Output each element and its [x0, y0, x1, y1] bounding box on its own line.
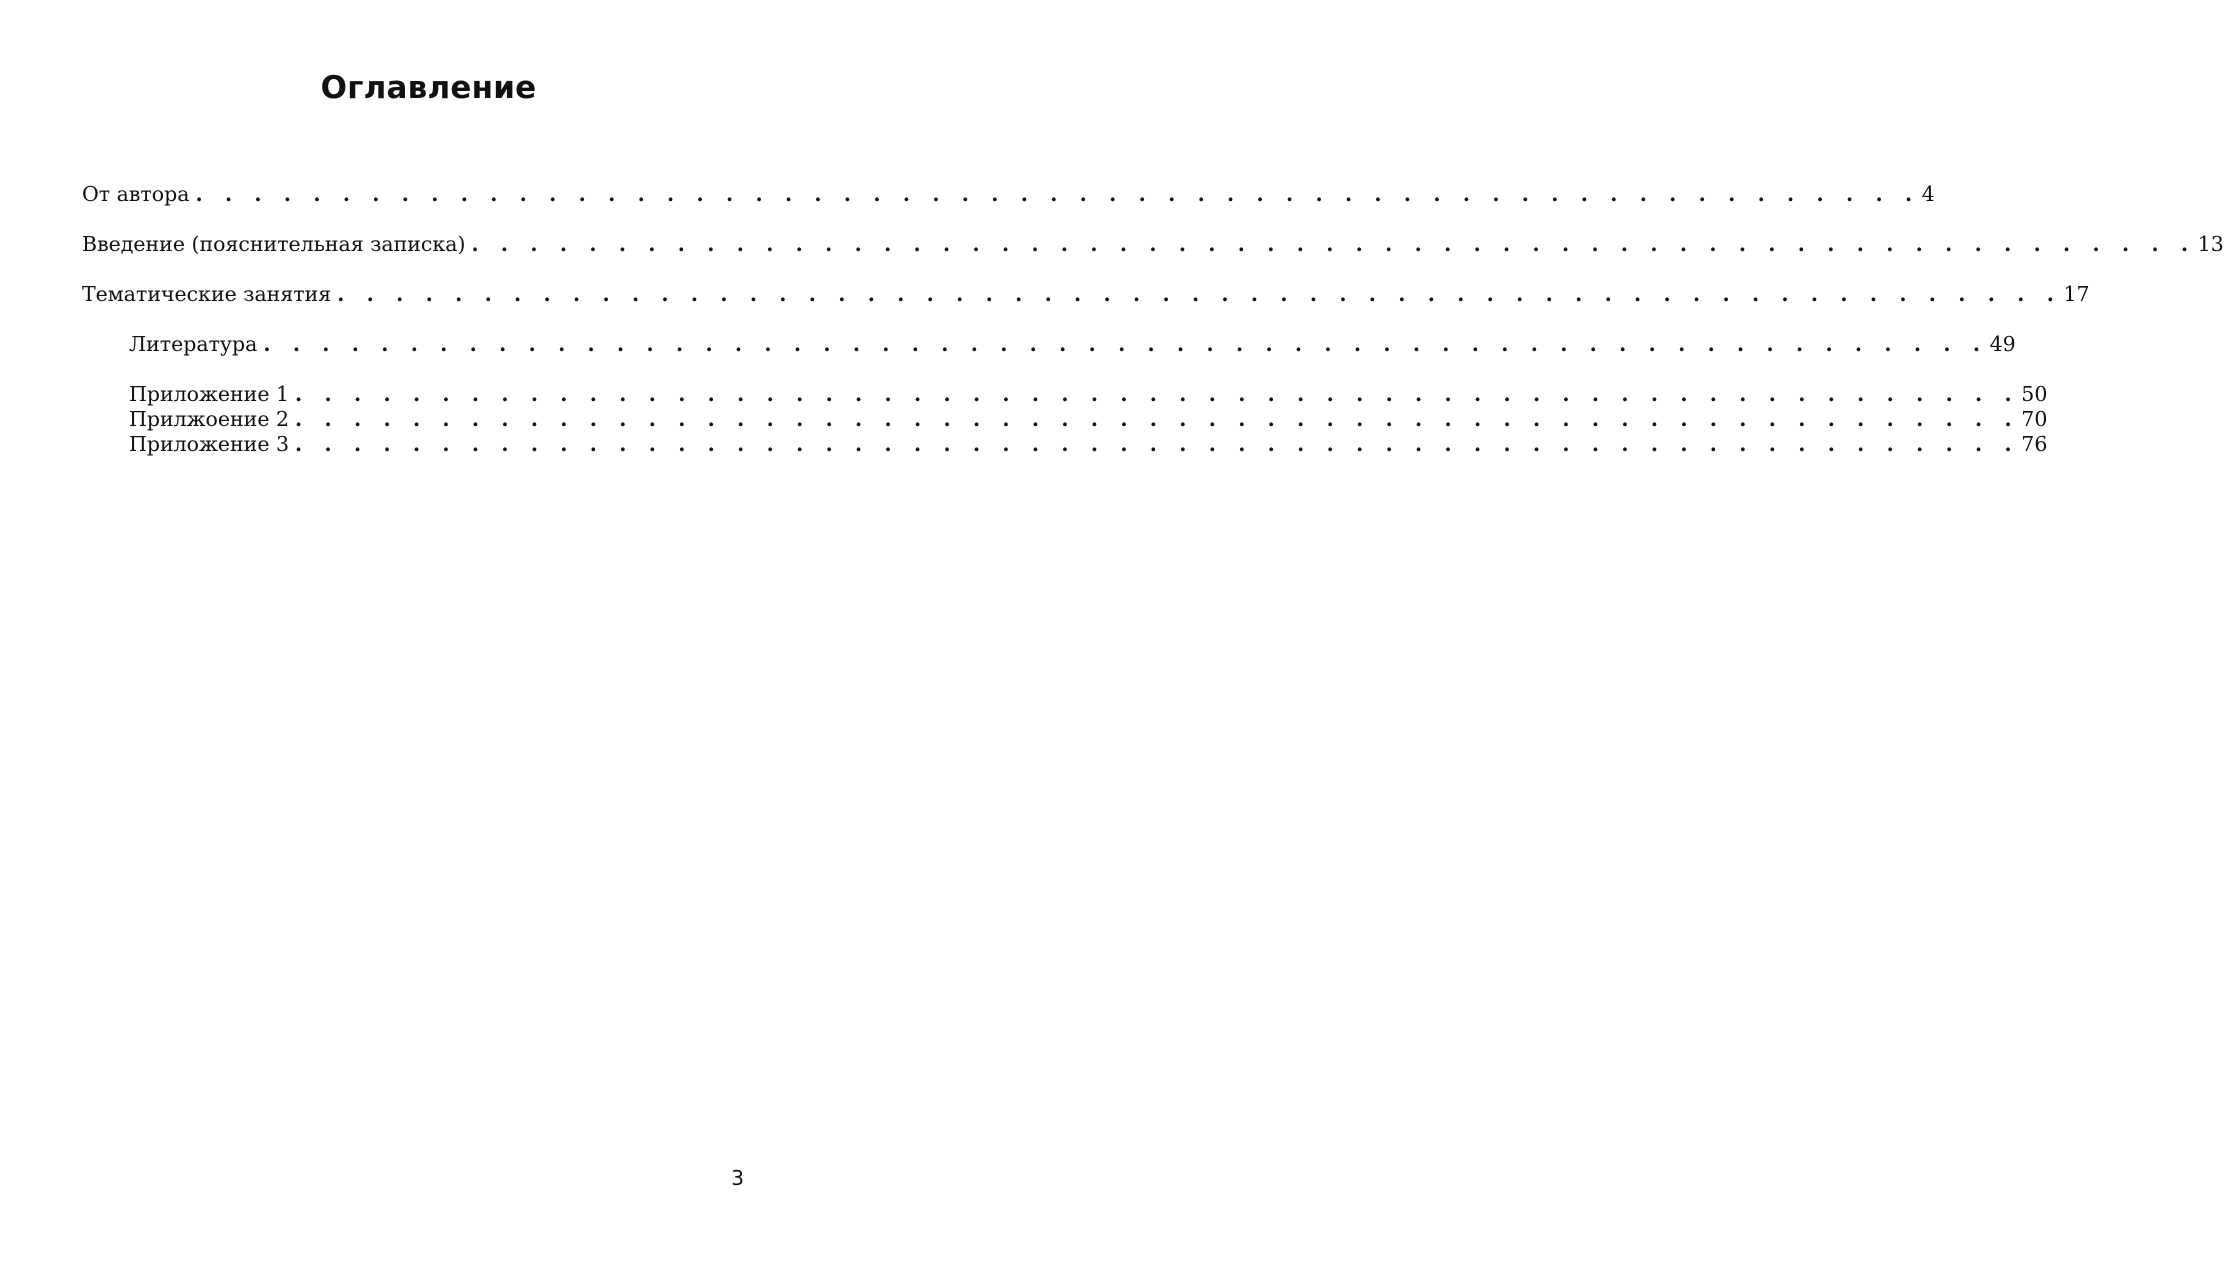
toc-entry[interactable]: [82, 181, 1935, 207]
toc-entry-page: 70: [2021, 407, 2048, 431]
dot-leader: . . . . . . . . . . . . . . . . . . . . . . . . . . . . . . . . . . . . . . . . . . . . . . . . . . . . . . . . . . .: [471, 232, 2196, 256]
toc-entry[interactable]: [129, 381, 2048, 407]
dot-leader: . . . . . . . . . . . . . . . . . . . . . . . . . . . . . . . . . . . . . . . . . . . . . . . . . . . . . . . . . . .: [295, 382, 2020, 406]
page-title: Оглавление: [320, 70, 537, 106]
dot-leader: . . . . . . . . . . . . . . . . . . . . . . . . . . . . . . . . . . . . . . . . . . . . . . . . . . . . . . . . . . .: [263, 332, 1988, 356]
dot-leader: . . . . . . . . . . . . . . . . . . . . . . . . . . . . . . . . . . . . . . . . . . . . . . . . . . . . . . . . . . .: [195, 182, 1920, 206]
toc-entry-page: 76: [2021, 432, 2048, 456]
toc-entry[interactable]: [129, 406, 2048, 432]
toc-entry[interactable]: [129, 431, 2048, 457]
toc-entry[interactable]: [82, 281, 2090, 307]
toc-entry[interactable]: [129, 331, 2016, 357]
toc-entry-label: Приложение 1: [129, 382, 290, 406]
toc-entry-label: От автора: [82, 182, 190, 206]
toc-entry-label: Прилжоение 2: [129, 407, 290, 431]
toc-entry-page: 13: [2197, 232, 2224, 256]
toc-entry[interactable]: [82, 231, 2224, 257]
toc-entry-page: 4: [1921, 182, 1935, 206]
dot-leader: . . . . . . . . . . . . . . . . . . . . . . . . . . . . . . . . . . . . . . . . . . . . . . . . . . . . . . . . . . .: [295, 407, 2020, 431]
toc-entry-page: 17: [2063, 282, 2090, 306]
toc-entry-page: 49: [1989, 332, 2016, 356]
toc-entry-label: Тематические занятия: [82, 282, 332, 306]
toc-entry-label: Введение (пояснительная записка): [82, 232, 466, 256]
dot-leader: . . . . . . . . . . . . . . . . . . . . . . . . . . . . . . . . . . . . . . . . . . . . . . . . . . . . . . . . . . .: [295, 432, 2020, 456]
page-number: 3: [731, 1166, 744, 1190]
dot-leader: . . . . . . . . . . . . . . . . . . . . . . . . . . . . . . . . . . . . . . . . . . . . . . . . . . . . . . . . . . .: [337, 282, 2062, 306]
toc-entry-label: Приложение 3: [129, 432, 290, 456]
toc-entry-page: 50: [2021, 382, 2048, 406]
toc-entry-label: Литература: [129, 332, 258, 356]
